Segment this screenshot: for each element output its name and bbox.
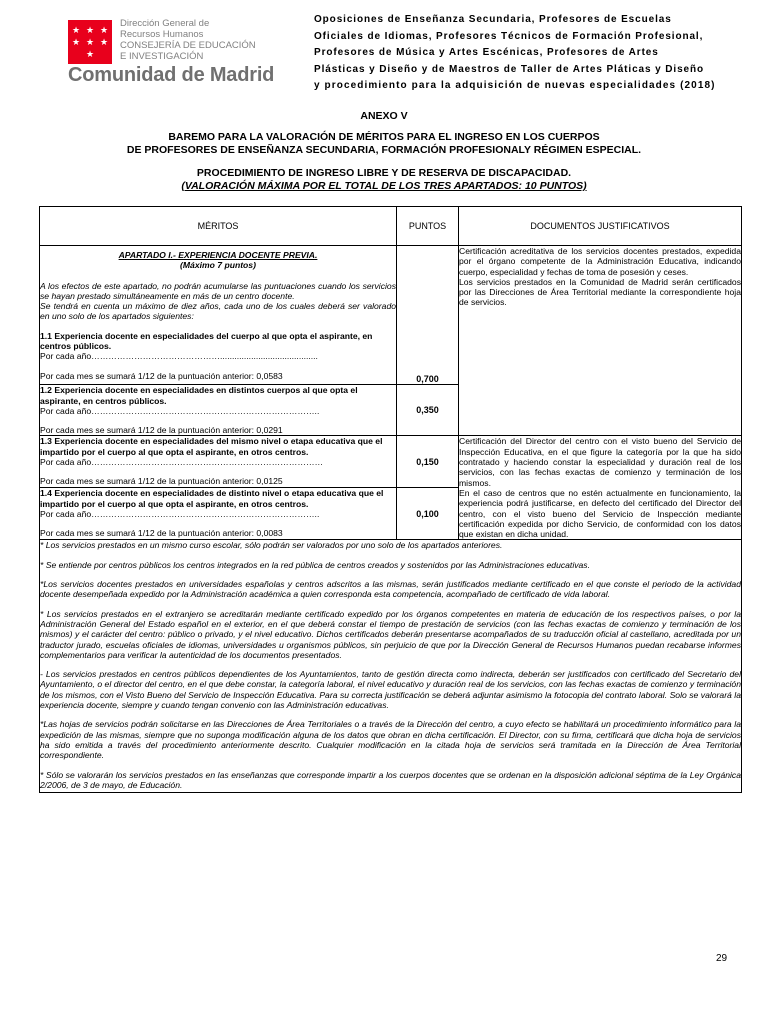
header-documentos: DOCUMENTOS JUSTIFICATIVOS bbox=[459, 207, 742, 246]
note-paragraph: *Los servicios docentes prestados en universidades españolas y centros adscritos a las mismas, serán justificados mediante certificado en el que conste el periodo de la actividad docente desempeñada expedido por la Administración académica a quien corresponda esta competencia, acompañado de certificado de vida laboral. bbox=[40, 579, 741, 600]
page-header bbox=[0, 0, 768, 100]
comunidad-madrid-logo bbox=[68, 18, 308, 90]
header-line: Plásticas y Diseño y de Maestros de Taller de Artes Pláticas y Diseño bbox=[314, 63, 705, 75]
merit-cell bbox=[40, 385, 397, 436]
procedure-title-line: PROCEDIMIENTO DE INGRESO LIBRE Y DE RESERVA DE DISCAPACIDAD. bbox=[196, 167, 572, 179]
merit-cell bbox=[40, 488, 397, 540]
note-paragraph: * Los servicios prestados en un mismo curso escolar, sólo podrán ser valorados por uno solo de los apartados anteriores. bbox=[40, 540, 503, 551]
intro-text-2: Se tendrá en cuenta un máximo de diez años, cada uno de los cuales deberá ser valorado en uno solo de los apartados siguientes: bbox=[40, 301, 396, 322]
page-number: 29 bbox=[716, 953, 728, 964]
logo-wordmark: Comunidad de Madrid bbox=[68, 64, 275, 86]
intro-text-1: A los efectos de este apartado, no podrán acumularse las puntuaciones cuando los servicios se hayan prestado simultáneamente en más de un centro docente. bbox=[40, 280, 396, 301]
docs-cell-2: Certificación del Director del centro con el visto bueno del Servicio de Inspección Educativa, en el que figure la categoría por la que ha sido contratado y haciendo constar la especialidad y duración real de los servicios, con las fechas exactas de comienzo y terminación de los mismos. En el caso de centros que no estén actualmente en funcionamiento, la experiencia podrá justificarse, en defecto del certificado del Director del centro, con el visto bueno del Servicio de Inspección mediante certificación expedida por dicho Servicio, de conformidad con los datos que existan en dicha unidad. bbox=[459, 436, 741, 540]
header-line: Profesores de Música y Artes Escénicas, Profesores de Artes bbox=[314, 47, 659, 58]
merit-title: 1.3 Experiencia docente en especialidades del mismo nivel o etapa educativa que el impartido por el cuerpo al que opta el aspirante, en otros centros. bbox=[40, 436, 383, 457]
note-paragraph: * Los servicios prestados en el extranjero se acreditarán mediante certificado expedido por los órganos competentes en materia de educación de los respectivos países, o por la Administración General del Estado español en el exterior, en el que deberá constar el tiempo de prestación de servicios (con las fechas exactas de comienzo y terminación de los mismos) y el carácter del centro: público o privado, y el nivel educativo. Dichos certificados deberán presentarse acompañados de su traducción oficial al castellano, acreditada por un traductor jurado, escuelas oficiales de idiomas, universidades u organismos públicos, sin perjuicio de que por la Dirección General de Recursos Humanos puedan recabarse informes complementarios para verificar la autenticidad de los documentos presentados. bbox=[40, 608, 741, 660]
note-paragraph: - Los servicios prestados en centros públicos dependientes de los Ayuntamientos, tanto de gestión directa como indirecta, deberán ser justificados con certificado del Secretario del Ayuntamiento, o el director del centro, en el que debe constar, la categoría laboral, el nivel educativo y duración real de los servicios, con las fechas exactas de comienzo y terminación de los mismos, con el Visto Bueno del Servicio de Inspección Educativa. Para su correcta justificación se deberá adjuntar asimismo la fotocopia del contrato laboral. Solo se valorará la experiencia docente, siempre y cuando tengan convenio con las Administración educativas. bbox=[40, 669, 741, 711]
per-month-text: Por cada mes se sumará 1/12 de la puntuación anterior: 0,0083 bbox=[40, 528, 283, 539]
header-meritos: MÉRITOS bbox=[40, 207, 397, 246]
per-year-text: Por cada año…………………………………………………………………….. bbox=[40, 405, 320, 416]
points-cell: 0,350 bbox=[397, 385, 459, 436]
per-year-text: Por cada año………………………………………......................................... bbox=[40, 351, 318, 362]
logo-line-4: E INVESTIGACIÓN bbox=[120, 51, 204, 62]
merit-title: 1.1 Experiencia docente en especialidades del cuerpo al que opta el aspirante, en centros públicos. bbox=[40, 330, 373, 352]
logo-line-2: Recursos Humanos bbox=[120, 29, 204, 40]
annex-title: ANEXO V bbox=[360, 110, 408, 122]
per-month-text: Por cada mes se sumará 1/12 de la puntuación anterior: 0,0583 bbox=[40, 370, 283, 381]
main-title-line: DE PROFESORES DE ENSEÑANZA SECUNDARIA, FORMACIÓN PROFESIONALY RÉGIMEN ESPECIAL. bbox=[126, 144, 642, 156]
baremo-table bbox=[39, 206, 742, 793]
per-year-text: Por cada año……………………………………………………………………… bbox=[40, 457, 324, 468]
points-cell: 0,150 bbox=[397, 436, 459, 488]
merit-title: 1.4 Experiencia docente en especialidades de distinto nivel o etapa educativa que el impartido por el cuerpo al que opta el aspirante, en otros centros. bbox=[40, 488, 384, 509]
table-row bbox=[40, 246, 742, 385]
header-line: Oposiciones de Enseñanza Secundaria, Profesores de Escuelas bbox=[314, 14, 672, 25]
merit-cell bbox=[40, 436, 397, 488]
docs-cell-1: Certificación acreditativa de los servicios docentes prestados, expedida por el órgano competente de la Administración Educativa, indicando cuerpo, especialidad y fechas de toma de posesión y ceses. Los servicios prestados en la Comunidad de Madrid serán certificados por las Direcciones de Área Territorial mediante la correspondiente hoja de servicios. bbox=[459, 246, 742, 436]
max-score-line: (VALORACIÓN MÁXIMA POR EL TOTAL DE LOS TRES APARTADOS: 10 PUNTOS) bbox=[181, 180, 587, 192]
per-month-text: Por cada mes se sumará 1/12 de la puntuación anterior: 0,0125 bbox=[40, 476, 283, 487]
table-header-row bbox=[40, 207, 742, 246]
apartado-title: APARTADO I.- EXPERIENCIA DOCENTE PREVIA. bbox=[118, 250, 318, 260]
apartado-max: (Máximo 7 puntos) bbox=[180, 260, 256, 271]
merit-cell bbox=[40, 246, 397, 385]
note-paragraph: * Sólo se valorarán los servicios prestados en las enseñanzas que corresponde impartir a los cuerpos docentes que se ordenan en la disposición adicional séptima de la Ley Orgánica 2/2006, de 3 de mayo, de Educación. bbox=[40, 769, 741, 790]
logo-line-1: Dirección General de bbox=[120, 18, 210, 29]
header-title bbox=[314, 12, 760, 95]
note-paragraph: *Las hojas de servicios podrán solicitarse en las Direcciones de Área Territoriales o a través de la Dirección del centro, a cuyo efecto se habilitará un procedimiento informático para la expedición de las mismas, siempre que no suponga modificación alguna de los datos que obran en dicha certificación. El Director, con su firma, certificará que dicha hoja de servicios ha sido emitida a través del procedimiento anteriormente descrito. Cualquier modificación en la citada hoja de servicios será tramitada en la Dirección de Área Territorial correspondiente. bbox=[40, 719, 741, 761]
notes-cell bbox=[40, 540, 742, 793]
merit-title: 1.2 Experiencia docente en especialidades en distintos cuerpos al que opta el aspirante, en centros públicos. bbox=[40, 385, 358, 406]
notes-row bbox=[40, 540, 742, 793]
header-line: Oficiales de Idiomas, Profesores Técnicos de Formación Profesional, bbox=[314, 30, 704, 42]
main-title-line: BAREMO PARA LA VALORACIÓN DE MÉRITOS PARA EL INGRESO EN LOS CUERPOS bbox=[168, 131, 600, 143]
note-paragraph: * Se entiende por centros públicos los centros integrados en la red pública de centros creados y sostenidos por las Administraciones educativas. bbox=[40, 559, 590, 570]
madrid-flag-icon: ★ ★ ★ ★ ★ ★ ★ bbox=[68, 20, 112, 64]
header-line: y procedimiento para la adquisición de nuevas especialidades (2018) bbox=[314, 80, 716, 91]
header-puntos: PUNTOS bbox=[397, 207, 459, 246]
table-row bbox=[40, 436, 742, 488]
per-month-text: Por cada mes se sumará 1/12 de la puntuación anterior: 0,0291 bbox=[40, 425, 283, 436]
points-cell: 0,100 bbox=[397, 488, 459, 540]
per-year-text: Por cada año…………………………………………………………………….. bbox=[40, 509, 320, 520]
points-cell: 0,700 bbox=[397, 246, 459, 385]
procedure-title bbox=[0, 167, 768, 193]
logo-line-3: CONSEJERÍA DE EDUCACIÓN bbox=[120, 40, 256, 51]
main-title bbox=[0, 131, 768, 157]
